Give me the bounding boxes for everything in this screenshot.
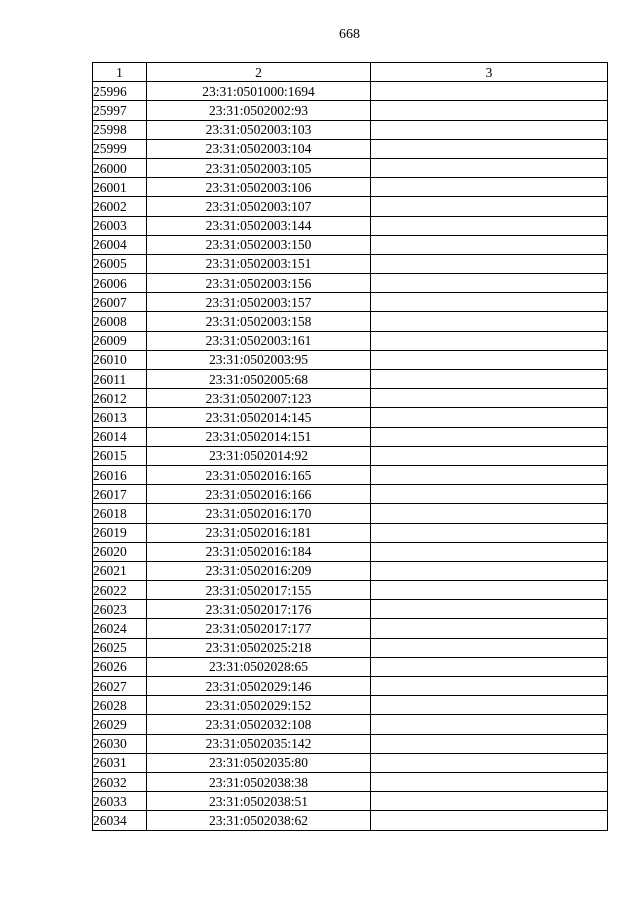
cadastral-number-cell: 23:31:0502016:209 [147,561,371,580]
cadastral-number-cell: 23:31:0502007:123 [147,389,371,408]
row-number-cell: 26000 [93,158,147,177]
row-number-cell: 25999 [93,139,147,158]
cadastral-number-cell: 23:31:0502003:107 [147,197,371,216]
page-number: 668 [339,27,360,42]
row-number-cell: 26022 [93,581,147,600]
note-cell [371,293,608,312]
note-cell [371,331,608,350]
row-number-cell: 26026 [93,657,147,676]
table-row [93,312,608,331]
note-cell [371,274,608,293]
cadastral-number-cell: 23:31:0502016:170 [147,504,371,523]
table-row [93,657,608,676]
table-row [93,465,608,484]
note-cell [371,542,608,561]
note-cell [371,197,608,216]
note-cell [371,561,608,580]
table-row [93,350,608,369]
table-row [93,370,608,389]
table-header-row [93,63,608,82]
table-row [93,504,608,523]
table-row [93,792,608,811]
cadastral-number-cell: 23:31:0502029:152 [147,696,371,715]
cadastral-number-cell: 23:31:0502003:158 [147,312,371,331]
row-number-cell: 26016 [93,465,147,484]
row-number-cell: 26010 [93,350,147,369]
note-cell [371,216,608,235]
note-cell [371,657,608,676]
note-cell [371,101,608,120]
row-number-cell: 26006 [93,274,147,293]
table-row [93,485,608,504]
row-number-cell: 26014 [93,427,147,446]
row-number-cell: 26012 [93,389,147,408]
cadastral-number-cell: 23:31:0502003:95 [147,350,371,369]
row-number-cell: 26004 [93,235,147,254]
cadastral-number-cell: 23:31:0502017:155 [147,581,371,600]
table-row [93,772,608,791]
table-row [93,581,608,600]
row-number-cell: 26011 [93,370,147,389]
table-row [93,811,608,830]
table-row [93,715,608,734]
cadastral-number-cell: 23:31:0502003:150 [147,235,371,254]
table-row [93,331,608,350]
note-cell [371,312,608,331]
table-row [93,734,608,753]
row-number-cell: 26021 [93,561,147,580]
note-cell [371,465,608,484]
note-cell [371,139,608,158]
cadastral-number-cell: 23:31:0502016:166 [147,485,371,504]
table-row [93,427,608,446]
cadastral-number-cell: 23:31:0502016:181 [147,523,371,542]
row-number-cell: 26008 [93,312,147,331]
row-number-cell: 26015 [93,446,147,465]
cadastral-number-cell: 23:31:0502038:38 [147,772,371,791]
note-cell [371,389,608,408]
table-row [93,638,608,657]
note-cell [371,370,608,389]
note-cell [371,408,608,427]
table-row [93,235,608,254]
row-number-cell: 26003 [93,216,147,235]
row-number-cell: 26013 [93,408,147,427]
cadastral-number-cell: 23:31:0502038:51 [147,792,371,811]
row-number-cell: 26023 [93,600,147,619]
note-cell [371,581,608,600]
note-cell [371,638,608,657]
cadastral-number-cell: 23:31:0502017:176 [147,600,371,619]
note-cell [371,753,608,772]
table-row [93,619,608,638]
note-cell [371,485,608,504]
table-row [93,696,608,715]
cadastral-number-cell: 23:31:0502029:146 [147,677,371,696]
cadastral-number-cell: 23:31:0502038:62 [147,811,371,830]
cadastral-number-cell: 23:31:0502002:93 [147,101,371,120]
cadastral-number-cell: 23:31:0501000:1694 [147,82,371,101]
cadastral-number-cell: 23:31:0502003:104 [147,139,371,158]
note-cell [371,350,608,369]
row-number-cell: 26024 [93,619,147,638]
table-row [93,446,608,465]
cadastral-number-cell: 23:31:0502003:106 [147,178,371,197]
cadastral-number-cell: 23:31:0502003:103 [147,120,371,139]
row-number-cell: 26030 [93,734,147,753]
table-row [93,561,608,580]
table-row [93,753,608,772]
cadastral-number-cell: 23:31:0502014:151 [147,427,371,446]
table-row [93,158,608,177]
note-cell [371,715,608,734]
note-cell [371,677,608,696]
table-row [93,178,608,197]
cadastral-number-cell: 23:31:0502035:80 [147,753,371,772]
row-number-cell: 26032 [93,772,147,791]
note-cell [371,811,608,830]
note-cell [371,254,608,273]
cadastral-number-cell: 23:31:0502003:144 [147,216,371,235]
note-cell [371,734,608,753]
row-number-cell: 26029 [93,715,147,734]
note-cell [371,120,608,139]
table-row [93,120,608,139]
table-row [93,523,608,542]
note-cell [371,792,608,811]
table-row [93,293,608,312]
note-cell [371,158,608,177]
column-header-1: 1 [93,63,147,82]
table-row [93,389,608,408]
table-body [93,82,608,830]
row-number-cell: 26033 [93,792,147,811]
row-number-cell: 26027 [93,677,147,696]
table-row [93,254,608,273]
cadastral-number-cell: 23:31:0502003:151 [147,254,371,273]
cadastral-number-cell: 23:31:0502014:145 [147,408,371,427]
cadastral-number-cell: 23:31:0502017:177 [147,619,371,638]
cadastral-number-cell: 23:31:0502016:165 [147,465,371,484]
note-cell [371,82,608,101]
row-number-cell: 26025 [93,638,147,657]
row-number-cell: 26005 [93,254,147,273]
table-row [93,677,608,696]
note-cell [371,427,608,446]
table-row [93,274,608,293]
cadastral-number-cell: 23:31:0502003:161 [147,331,371,350]
row-number-cell: 25998 [93,120,147,139]
note-cell [371,504,608,523]
column-header-3: 3 [371,63,608,82]
table-row [93,408,608,427]
note-cell [371,619,608,638]
note-cell [371,600,608,619]
row-number-cell: 26007 [93,293,147,312]
row-number-cell: 26020 [93,542,147,561]
row-number-cell: 26017 [93,485,147,504]
row-number-cell: 26031 [93,753,147,772]
row-number-cell: 26028 [93,696,147,715]
table-row [93,542,608,561]
cadastral-number-cell: 23:31:0502028:65 [147,657,371,676]
cadastral-number-cell: 23:31:0502035:142 [147,734,371,753]
cadastral-number-cell: 23:31:0502003:157 [147,293,371,312]
note-cell [371,446,608,465]
registry-table [92,62,608,831]
table-row [93,216,608,235]
row-number-cell: 26034 [93,811,147,830]
row-number-cell: 26009 [93,331,147,350]
column-header-2: 2 [147,63,371,82]
cadastral-number-cell: 23:31:0502016:184 [147,542,371,561]
cadastral-number-cell: 23:31:0502003:156 [147,274,371,293]
row-number-cell: 25997 [93,101,147,120]
table-row [93,139,608,158]
table-row [93,101,608,120]
table-row [93,82,608,101]
row-number-cell: 26001 [93,178,147,197]
cadastral-number-cell: 23:31:0502032:108 [147,715,371,734]
cadastral-number-cell: 23:31:0502005:68 [147,370,371,389]
note-cell [371,696,608,715]
row-number-cell: 26002 [93,197,147,216]
table-row [93,600,608,619]
note-cell [371,178,608,197]
note-cell [371,523,608,542]
note-cell [371,772,608,791]
table-row [93,197,608,216]
row-number-cell: 25996 [93,82,147,101]
note-cell [371,235,608,254]
row-number-cell: 26018 [93,504,147,523]
cadastral-number-cell: 23:31:0502014:92 [147,446,371,465]
cadastral-number-cell: 23:31:0502003:105 [147,158,371,177]
row-number-cell: 26019 [93,523,147,542]
cadastral-number-cell: 23:31:0502025:218 [147,638,371,657]
